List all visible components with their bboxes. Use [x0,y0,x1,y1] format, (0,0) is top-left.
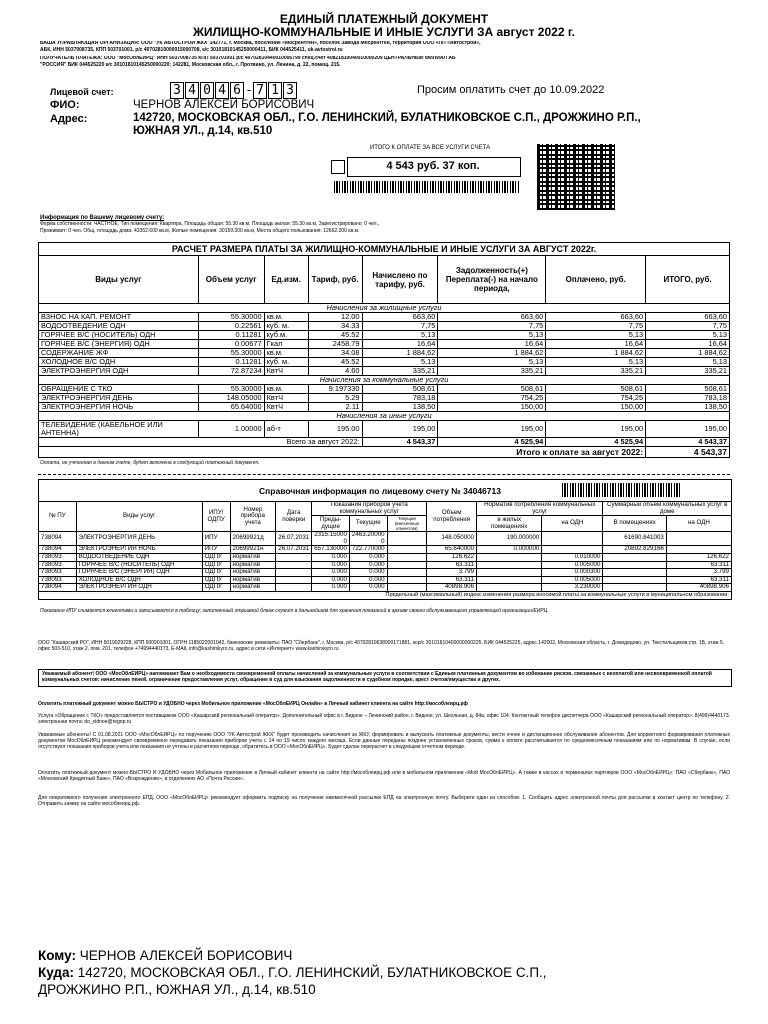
table-cell: 738093 [39,569,77,577]
table-cell: 63.311 [666,576,731,584]
table-cell: 783,18 [362,394,438,403]
charges-table-title: РАСЧЕТ РАЗМЕРА ПЛАТЫ ЗА ЖИЛИЩНО-КОММУНАЛЬНЫЕ И ИНЫЕ УСЛУГИ ЗА АВГУСТ 2022г. [39,243,730,256]
total-value: 4 525,94 [438,438,546,447]
table-cell: 335,21 [546,367,646,376]
table-cell: кв.м. [264,313,308,322]
total-value: 4 543,37 [646,438,730,447]
table-cell: 63.311 [666,561,731,569]
ref-header: Виды услуг [76,502,202,532]
table-cell: 0.000 [312,561,350,569]
ref-header: Объем потребления [427,502,477,532]
table-cell: 7,75 [546,322,646,331]
table-cell: 2315.15000 0 [312,532,350,546]
table-row [39,349,730,358]
table-cell: 5,13 [546,358,646,367]
table-cell: аб-т [264,421,308,438]
limit-note: Предельный (максимальный) индекс изменения размера вносимой платы за коммунальные услуги в муниципальном образовании: [39,591,732,599]
table-cell: 195.00 [308,421,362,438]
table-cell: 0.11281 [198,331,264,340]
table-cell: 657.130000 [312,546,350,554]
table-cell: 0.005000 [542,561,603,569]
meter-row [39,584,732,592]
cut-line [38,474,730,475]
table-cell: ЭЛЕКТРОЭНЕРГИЯ ДЕНЬ [76,532,202,546]
ref-header: в жилых помещениях [477,516,542,532]
table-cell: 508,61 [546,385,646,394]
table-cell: 126.622 [666,553,731,561]
table-cell [387,553,427,561]
col-header: Ед.изм. [264,256,308,304]
ref-header: Преды- дущие [312,516,350,532]
grand-total-label: Итого к оплате за август 2022: [39,447,646,458]
table-cell [477,584,542,592]
table-cell: 72.87234 [198,367,264,376]
table-cell: 195,00 [438,421,546,438]
table-cell: норматив [230,561,276,569]
footer-paragraph: Уважаемые абоненты! С 01.08.2021 ООО «МосОблЕИРЦ» по поручению ООО "УК Автострой ЖКХ" будет производить начисления за ЖКУ, формировать и выпускать платежные документы, вести очное и дистанционное обслуживание абонентов. Для корректного формирования платежных документов МосОблЕИРЦ рекомендует своевременно передавать показания приборов учета с 14 по 19 число каждого месяца. Если данные переданы позднее установленных сроков, сумма к оплате рассчитывается по среднемесячным показаниям или по нормативам. В случае, если отсутствуют показания приборов учета или показания не учтены в расчетном периоде, обратитесь в ООО «МосОблЕИРЦ». Будет сделан перерасчет в следующем отчетном периоде. [38,732,730,750]
info-title: Информация по Вашему лицевому счету: [40,215,165,221]
table-cell: ОДПУ [202,584,230,592]
table-cell: 1 884,62 [438,349,546,358]
service-name: ЭЛЕКТРОЭНЕРГИЯ ОДН [39,367,199,376]
meter-table [38,501,732,600]
table-cell: КвтЧ [264,394,308,403]
section-heading: Начисления за иные услуги [39,412,730,421]
table-cell: 3.799 [427,569,477,577]
table-cell: норматив [230,584,276,592]
table-cell: 2458.79 [308,340,362,349]
ipu-note: Показания ИПУ снимаются клиентами и записываются в таблицу; заполненный отрывной бланк служит в дальнейшем для хранения показаний в архиве своего обслуживающего управляющей организации/ЕИРЦ. [40,608,549,614]
table-cell: 335,21 [646,367,730,376]
service-name: ВЗНОС НА КАП. РЕМОНТ [39,313,199,322]
table-cell: 663,60 [362,313,438,322]
table-cell: ОДПУ [202,553,230,561]
table-cell: 754,25 [546,394,646,403]
table-cell: 195,00 [546,421,646,438]
col-header: Тариф, руб. [308,256,362,304]
table-cell: 2463.20000 0 [349,532,387,546]
recipient-line-2: "РОССИЯ" БИК 044525220 к/с 30101810145250000220; 142281, Московская обл., г. Протвино, ул. Ленина, д. 22, помещ. 215. [40,62,341,68]
table-row [39,421,730,438]
table-cell: 0.000 [349,576,387,584]
table-cell: 65.640000 [427,546,477,554]
table-cell: куб. м. [264,358,308,367]
payment-barcode [334,181,520,193]
fio-label: ФИО: [50,99,80,111]
table-cell: 663,60 [646,313,730,322]
table-cell: 0.000 [312,576,350,584]
total-value: 4 525,94 [546,438,646,447]
fio-value: ЧЕРНОВ АЛЕКСЕЙ БОРИСОВИЧ [133,99,315,111]
service-name: ГОРЯЧЕЕ В/С (НОСИТЕЛЬ) ОДН [39,331,199,340]
account-digit: 6 [230,82,244,99]
mailing-where: ДРОЖЖИНО Р.П., ЮЖНАЯ УЛ., д.14, кв.510 [38,982,316,997]
table-cell [477,553,542,561]
table-cell: 0.00677 [198,340,264,349]
table-cell: 63.311 [427,561,477,569]
doc-subtitle: ЖИЛИЩНО-КОММУНАЛЬНЫЕ И ИНЫЕ УСЛУГИ ЗА август 2022 г. [193,25,575,39]
table-cell: 5.29 [308,394,362,403]
table-cell: 663,60 [438,313,546,322]
table-cell [276,584,312,592]
table-cell [276,561,312,569]
table-cell [603,569,666,577]
table-cell: 20892.829166 [603,546,666,554]
table-cell: 34.08 [308,349,362,358]
grand-total-value: 4 543,37 [646,447,730,458]
table-cell: 508,61 [362,385,438,394]
table-cell [276,569,312,577]
total-box-label: ИТОГО К ОПЛАТЕ ЗА ВСЕ УСЛУГИ СЧЕТА [369,145,491,151]
address-label: Адрес: [50,113,88,125]
table-cell: 63.311 [427,576,477,584]
charges-table [38,242,730,458]
table-cell: 0.000000 [477,546,542,554]
table-cell: 7,75 [362,322,438,331]
mailing-where: 142720, МОСКОВСКАЯ ОБЛ., Г.О. ЛЕНИНСКИЙ, БУЛАТНИКОВСКОЕ С.П., [77,965,547,980]
table-cell: 738094 [39,584,77,592]
account-digit: 3 [170,82,184,99]
col-header: Оплачено, руб. [546,256,646,304]
table-cell [387,576,427,584]
ref-header: Норматив потребления коммунальных услуг [477,502,603,516]
table-cell: 55.30000 [198,313,264,322]
table-cell: 20699921д [230,532,276,546]
table-cell: куб.м. [264,331,308,340]
account-digit: 1 [268,82,282,99]
doc-title: ЕДИНЫЙ ПЛАТЕЖНЫЙ ДОКУМЕНТ [279,12,489,26]
table-cell: ЭЛЕКТРОЭНЕРГИЯ НОЧЬ [76,546,202,554]
recipient-line-1: ПОЛУЧАТЕЛЬ ПЛАТЕЖА: ООО "МосОблЕИРЦ" ИНН 5037008735 КПП 503701001 р/с 40702810440010006799 спец.счет 40821810040010000209 ЦЕНТРАЛЬНЫЙ ФИЛИАЛ АБ [40,56,456,61]
table-cell: 148.05000 [198,394,264,403]
ref-header: Номер прибора учета [230,502,276,532]
table-cell: 0.000 [349,561,387,569]
org-line-2: АБК, ИНН 5037008735, КПП 503701001, р/с 40702810000015000708, к/с 30101810145250000411, БИК 044525411, uk-avtostroi.ru [40,47,343,53]
table-cell: 9.197330 [308,385,362,394]
table-cell [477,561,542,569]
table-cell: ОДПУ [202,561,230,569]
address-line-1: 142720, МОСКОВСКАЯ ОБЛ., Г.О. ЛЕНИНСКИЙ, БУЛАТНИКОВСКОЕ С.П., ДРОЖЖИНО Р.П., [133,112,641,124]
meter-row [39,569,732,577]
account-label: Лицевой счет: [50,87,114,97]
meter-row [39,553,732,561]
table-cell: 40898.906 [666,584,731,592]
mailing-address [38,947,547,998]
table-cell: 16,64 [546,340,646,349]
table-cell [387,546,427,554]
table-cell: 0.000 [349,569,387,577]
table-cell: 26.07.2031 [276,546,312,554]
table-cell: 40898.906 [427,584,477,592]
table-cell: 195,00 [646,421,730,438]
table-cell: норматив [230,553,276,561]
col-header: Виды услуг [39,256,199,304]
section-heading: Начисления за коммунальные услуги [39,376,730,385]
mailing-to: ЧЕРНОВ АЛЕКСЕЙ БОРИСОВИЧ [79,948,293,963]
table-cell: 45.52 [308,331,362,340]
table-cell: 150,00 [546,403,646,412]
table-cell: ИПУ [202,546,230,554]
footer-paragraph: Оплатить платежный документ можно БЫСТРО и УДОБНО через Мобильное приложение «МосОблЕИРЦ Онлайн» в Личный кабинет клиента на сайте http://мособлеирц.рф [38,701,468,707]
table-cell: 148.050000 [427,532,477,546]
table-cell: ОДПУ [202,569,230,577]
account-number [170,81,298,99]
table-cell [276,576,312,584]
table-cell: кв.м. [264,385,308,394]
table-cell: 150,00 [438,403,546,412]
table-cell: 5,13 [362,358,438,367]
ref-header: В помещениях [603,516,666,532]
col-header: Объем услуг [198,256,264,304]
table-cell: 0.000 [349,584,387,592]
table-cell: ОДПУ [202,576,230,584]
table-cell: 738093 [39,553,77,561]
table-cell: 0.11281 [198,358,264,367]
table-cell: 335,21 [362,367,438,376]
table-cell: 1 884,62 [646,349,730,358]
account-digit: 3 [283,82,297,99]
ref-header: Показания приборов учета коммунальных услуг [312,502,427,516]
table-cell: 16,64 [438,340,546,349]
section-heading: Начисления за жилищные услуги [39,304,730,313]
table-cell: 0.000300 [542,569,603,577]
table-cell: ИПУ [202,532,230,546]
table-cell: 1 884,62 [362,349,438,358]
table-cell: 61690.841003 [603,532,666,546]
table-cell: ВОДООТВЕДЕНИЕ ОДН [76,553,202,561]
table-cell: ЭЛЕКТРОЭНЕРГИЯ ОДН [76,584,202,592]
table-cell: 20699921н [230,546,276,554]
service-name: ЭЛЕКТРОЭНЕРГИЯ НОЧЬ [39,403,199,412]
table-cell: 508,61 [646,385,730,394]
table-cell [542,532,603,546]
table-cell: 0.000 [312,584,350,592]
table-cell: 0.000 [349,553,387,561]
footer-paragraph: Для оперативного получения электронного ЕПД, ООО «МосОблЕИРЦ» рекомендует оформить подписку на получение ежемесячной рассылки ЕПД на электронную почту. Выберите один из способов: 1. Сообщить адрес электронной почты для рассылки в контакт центр по телефону. 2. Отправить заявку на сайте мособлеирц.рф. [38,795,730,807]
table-cell: 126.622 [427,553,477,561]
table-cell: 45.52 [308,358,362,367]
ref-table-title: Справочная информация по лицевому счету № 34046713 [259,486,501,496]
table-row [39,313,730,322]
table-cell: 34.33 [308,322,362,331]
service-name: ТЕЛЕВИДЕНИЕ (КАБЕЛЬНОЕ ИЛИ АНТЕННА) [39,421,199,438]
table-cell: 5,13 [438,358,546,367]
col-header: Задолженность(+) Переплата(-) на начало периода, [438,256,546,304]
service-name: ЭЛЕКТРОЭНЕРГИЯ ДЕНЬ [39,394,199,403]
table-cell [603,576,666,584]
table-cell: 738093 [39,576,77,584]
table-cell: 5,13 [546,331,646,340]
service-name: ХОЛОДНОЕ В/С ОДН [39,358,199,367]
table-cell [477,569,542,577]
table-cell [603,561,666,569]
table-cell [387,561,427,569]
footer-paragraph: Услуга «Обращение с ТКО» предоставляется поставщиком ООО «Кашарский региональный оператор». Дополнительный офис в г. Видное – Ленинский район, г. Видное, ул. Школьная, д. 84а, офис 104. Контактный телефон диспетчера ООО «Кашарский региональный оператор»: 8(499)4440173. электронная почта: do_vidnoe@regop.ru [38,713,730,725]
ref-header: Текущие (внесенные клиентом) [387,516,427,532]
address-line-2: ЮЖНАЯ УЛ., д.14, кв.510 [133,125,273,137]
table-cell: 0.000 [312,553,350,561]
ref-header: Суммарный объем коммунальных услуг в доме [603,502,732,516]
table-cell: 5,13 [438,331,546,340]
total-amount: 4 543 руб. 37 коп. [386,160,480,172]
pay-by-date: Просим оплатить счет до 10.09.2022 [417,84,605,96]
total-label: Всего за август 2022: [39,438,363,447]
table-cell: 1 884,62 [546,349,646,358]
table-cell: 783,18 [646,394,730,403]
table-cell [276,553,312,561]
table-cell: 738094 [39,532,77,546]
col-header: Начислено по тарифу, руб. [362,256,438,304]
table-cell: 5,13 [362,331,438,340]
info-line-2: Проживает: 0 чел. Общ. площадь дома: 43352.600 кв.м, Жилые помещения: 30159.300 кв.м, Места общего пользования: 12662.200 кв.м. [40,228,360,234]
table-cell: КвтЧ [264,367,308,376]
charges-note: Оплата, не учтенная в данном счете, будет включена в следующий платежный документ. [40,460,260,466]
table-cell: 12.00 [308,313,362,322]
table-cell: 55.30000 [198,349,264,358]
table-cell [603,553,666,561]
table-cell: 5,13 [646,331,730,340]
ref-barcode [562,483,680,497]
table-cell: 4.60 [308,367,362,376]
service-name: СОДЕРЖАНИЕ ЖФ [39,349,199,358]
footer-paragraph: Оплатить платежный документ можно БЫСТРО И УДОБНО через Мобильное приложение в Личный кабинет клиента на сайте http://мособлеирц.рф или в мобильном приложении «Мой МосОблЕИРЦ». А также в кассах и терминалах партнеров ООО «МосОблЕИРЦ»: ПАО «Сбербанк», ПАО «Московский Кредитный Банк», ПАО «Возрождение», в отделениях АО «Почта России». [38,770,730,782]
table-cell: КвтЧ [264,403,308,412]
account-dash: - [246,82,252,97]
mailing-to-label: Кому: [38,948,76,963]
info-line-1: Форма собственности: ЧАСТНОЕ, Тип помещения: Квартира, Площадь общая: 55.30 кв.м, Площадь жилая: 55.30 кв.м, Зарегистрировано: 0 чел., [40,221,380,227]
meter-row [39,532,732,546]
table-cell: Гкал [264,340,308,349]
notice-box: Уважаемый абонент! ООО «МосОблЕИРЦ» напоминает Вам о необходимости своевременной оплаты начислений за коммунальные услуги в соответствии с Единым платежным документом во избежание рисков, связанных с неоплатой или несвоевременной оплатой коммунальных счетов: начисление пеней, ограничение предоставления услуг, обращение в суд для взыскания задолженности в судебном порядке, арест счетов/имущества и других. [38,669,732,687]
table-cell: 3.799 [666,569,731,577]
table-cell: 738094 [39,546,77,554]
table-cell: 5,13 [646,358,730,367]
table-cell: ГОРЯЧЕЕ В/С (ЭНЕРГИЯ) ОДН [76,569,202,577]
table-cell: 26.07.2031 [276,532,312,546]
mailing-where-label: Куда: [38,965,74,980]
table-cell: 722.770000 [349,546,387,554]
ref-header: Дата поверки [276,502,312,532]
col-header: ИТОГО, руб. [646,256,730,304]
table-cell: 16,64 [362,340,438,349]
table-cell [387,569,427,577]
table-cell: 55.30000 [198,385,264,394]
table-cell: 0.000 [312,569,350,577]
table-cell: норматив [230,576,276,584]
service-name: ГОРЯЧЕЕ В/С (ЭНЕРГИЯ) ОДН [39,340,199,349]
account-digit: 7 [253,82,267,99]
table-cell: 738093 [39,561,77,569]
ref-header: Текущие [349,516,387,532]
total-checkbox [331,160,345,174]
table-cell [477,576,542,584]
table-cell: 0.010000 [542,553,603,561]
ref-header: ИПУ/ ОДПУ [202,502,230,532]
table-cell: 335,21 [438,367,546,376]
table-cell: 195,00 [362,421,438,438]
table-cell: 508,61 [438,385,546,394]
service-name: ВОДООТВЕДЕНИЕ ОДН [39,322,199,331]
table-cell: 190.000000 [477,532,542,546]
table-cell: 663,60 [546,313,646,322]
table-cell: ГОРЯЧЕЕ В/С (НОСИТЕЛЬ) ОДН [76,561,202,569]
table-cell: 7,75 [438,322,546,331]
account-digit: 0 [200,82,214,99]
ref-header: на ОДН [666,516,731,532]
table-cell: 2.11 [308,403,362,412]
account-digit: 4 [185,82,199,99]
qr-code [537,144,615,210]
table-cell [603,584,666,592]
account-digit: 4 [215,82,229,99]
table-cell: 0.005000 [542,576,603,584]
company-info: ООО "Кашарский РО", ИНН 5019029228, КПП 500901001, ОГРН 1185022001042, банковские реквизиты: ПАО "Сбербанк", г. Москва, р/с 40702810638000171881, кор/с 30101810400000000225, БИК 044525225, адрес 142002, Московская область, г. Домодедово, ул. Текстильщиков,стр. 1Б, этаж 5, офис 503-510, этаж 2, пом. 201, телефон +74994440173, E-MAIL info@kashirskyro.ru, адрес в сети «Интернет» www.kashirskyro.ru [38,640,725,652]
ref-header: № ПУ [39,502,77,532]
table-cell: норматив [230,569,276,577]
table-cell: 65.64000 [198,403,264,412]
table-cell: 16,64 [646,340,730,349]
table-cell: 138,50 [362,403,438,412]
table-cell: 1.00000 [198,421,264,438]
table-cell [387,584,427,592]
table-cell: кв.м. [264,349,308,358]
table-cell [387,532,427,546]
ref-header: на ОДН [542,516,603,532]
total-value: 4 543,37 [362,438,438,447]
table-cell: 3.230000 [542,584,603,592]
table-cell: 754,25 [438,394,546,403]
table-cell: ХОЛОДНОЕ В/С ОДН [76,576,202,584]
table-cell: 138,50 [646,403,730,412]
table-cell [666,532,731,546]
table-cell: куб. м. [264,322,308,331]
table-cell: 7,75 [646,322,730,331]
table-cell: 0.22561 [198,322,264,331]
service-name: ОБРАЩЕНИЕ С ТКО [39,385,199,394]
org-line-1: ВАША УПРАВЛЯЮЩАЯ ОРГАНИЗАЦИЯ: ООО "УК АВТОСТРОЙ ЖКХ"142771, г. Москва, поселение «Мосрентген», поселок Завода Мосрентген, территория ООО «ПП «Автострой», [40,41,481,46]
